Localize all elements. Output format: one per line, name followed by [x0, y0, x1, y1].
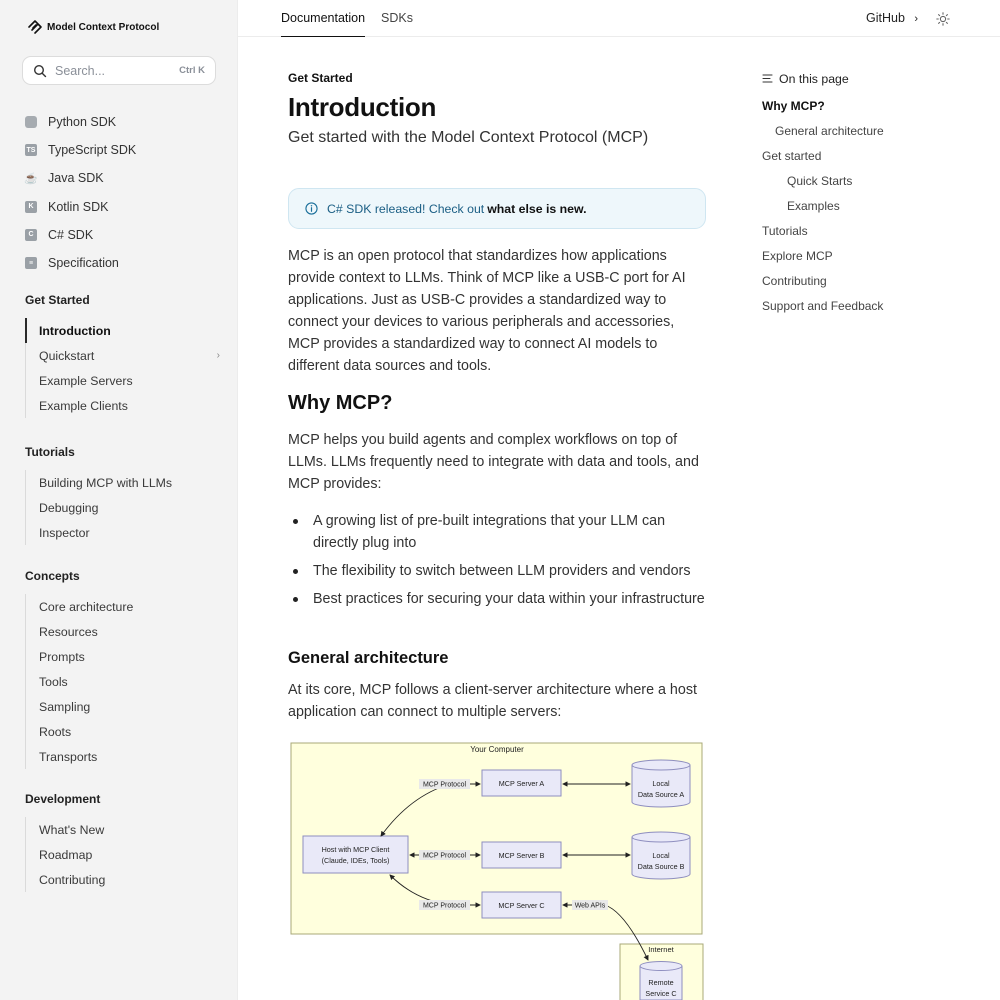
server-b-label: MCP Server B [498, 851, 545, 860]
protocol-label-a: MCP Protocol [422, 781, 467, 789]
toc-item-why-mcp[interactable]: Why MCP? [762, 99, 825, 113]
benefits-list [288, 510, 708, 616]
section-heading-why-mcp: Why MCP? [288, 392, 393, 414]
csharp-icon: C [25, 229, 37, 241]
nav-group-concepts [25, 569, 220, 769]
typescript-icon: TS [25, 144, 37, 156]
mcp-logo-icon [27, 19, 43, 35]
toc-item-quick-starts[interactable]: Quick Starts [787, 174, 853, 188]
nav-item-contributing[interactable]: Contributing [39, 872, 106, 887]
nav-item-example-servers[interactable]: Example Servers [39, 373, 133, 388]
nav-group-title: Concepts [25, 569, 80, 583]
protocol-label-b: MCP Protocol [422, 852, 467, 860]
toc-item-support-feedback[interactable]: Support and Feedback [762, 299, 884, 313]
nav-item-prompts[interactable]: Prompts [39, 649, 85, 664]
document-icon: ≡ [25, 257, 37, 269]
svg-text:Data Source B: Data Source B [637, 862, 685, 871]
toc-item-examples[interactable]: Examples [787, 199, 840, 213]
nav-item-roadmap[interactable]: Roadmap [39, 847, 93, 862]
server-a-label: MCP Server A [498, 779, 545, 788]
nav-item-core-architecture[interactable]: Core architecture [39, 599, 134, 614]
python-icon [25, 116, 37, 128]
list-item: Best practices for securing your data within your infrastructure [288, 588, 708, 610]
list-icon [762, 73, 773, 84]
intro-paragraph: MCP is an open protocol that standardizes how applications provide context to LLMs. Think of MCP like a USB-C port for AI applications. Just as USB-C provides a standardized way to connect your devices to various peripherals and accessories, MCP provides a standardized way to connect AI models to different data sources and tools. [288, 248, 686, 374]
sdk-list [25, 108, 136, 277]
toc-item-tutorials[interactable]: Tutorials [762, 224, 808, 238]
local-data-source-b [632, 832, 690, 879]
toc-heading: On this page [762, 70, 849, 87]
svg-text:Remote: Remote [648, 978, 674, 987]
nav-group-title: Get Started [25, 293, 90, 307]
nav-item-tools[interactable]: Tools [39, 674, 68, 689]
list-item: The flexibility to switch between LLM providers and vendors [288, 560, 708, 582]
nav-group-title: Development [25, 792, 101, 806]
logo[interactable] [27, 19, 159, 35]
toc-item-contributing[interactable]: Contributing [762, 274, 827, 288]
tab-documentation[interactable]: Documentation [281, 11, 365, 37]
nav-item-sampling[interactable]: Sampling [39, 699, 91, 714]
callout-whats-new-link[interactable]: what else is new. [487, 201, 587, 216]
nav-group-tutorials [25, 445, 220, 545]
logo-text: Model Context Protocol [47, 21, 160, 33]
tab-sdks[interactable]: SDKs [381, 11, 413, 25]
search-shortcut: Ctrl K [179, 65, 205, 76]
svg-text:Local: Local [652, 779, 670, 788]
callout-link[interactable]: C# SDK released! Check out [327, 201, 485, 216]
search-input[interactable] [22, 56, 216, 85]
nav-item-roots[interactable]: Roots [39, 724, 72, 739]
sdk-item-specification[interactable]: ≡ Specification [25, 249, 136, 277]
kotlin-icon: K [25, 201, 37, 213]
table-of-contents [762, 70, 884, 313]
list-item: A growing list of pre-built integrations that your LLM can directly plug into [288, 510, 708, 554]
svg-text:Local: Local [652, 851, 670, 860]
local-data-source-a [632, 760, 690, 807]
toc-item-general-architecture[interactable]: General architecture [775, 124, 884, 138]
nav-item-inspector[interactable]: Inspector [39, 525, 90, 540]
nav-group-title: Tutorials [25, 445, 75, 459]
nav-item-whats-new[interactable]: What's New [39, 822, 105, 837]
toc-item-get-started[interactable]: Get started [762, 149, 822, 163]
sdk-item-csharp[interactable]: C C# SDK [25, 221, 136, 249]
nav-item-introduction[interactable]: Introduction [25, 318, 219, 343]
computer-label: Your Computer [470, 745, 524, 754]
sdk-item-java[interactable]: ☕ Java SDK [24, 171, 104, 186]
nav-group-development [25, 792, 220, 892]
sidebar [0, 0, 238, 1000]
sdk-item-python[interactable]: Python SDK [25, 108, 136, 136]
svg-text:Service C: Service C [645, 989, 677, 998]
host-label-line2: (Claude, IDEs, Tools) [321, 856, 390, 865]
nav-item-debugging[interactable]: Debugging [39, 500, 99, 515]
svg-text:Data Source A: Data Source A [637, 790, 685, 799]
web-apis-label: Web APIs [574, 902, 606, 910]
info-icon [305, 202, 318, 215]
top-navbar [238, 0, 1000, 37]
search-placeholder: Search... [55, 63, 106, 78]
sdk-item-kotlin[interactable]: K Kotlin SDK [25, 193, 136, 221]
java-icon: ☕ [24, 172, 38, 185]
github-link[interactable]: GitHub › [866, 11, 919, 25]
sdk-item-typescript[interactable]: TS TypeScript SDK [26, 143, 137, 158]
nav-item-building-mcp[interactable]: Building MCP with LLMs [39, 475, 173, 490]
protocol-label-c: MCP Protocol [422, 902, 467, 910]
architecture-paragraph: At its core, MCP follows a client-server architecture where a host application can connect to multiple servers: [288, 682, 697, 720]
why-paragraph: MCP helps you build agents and complex workflows on top of LLMs. LLMs frequently need to integrate with data and tools, and MCP provides: [288, 432, 699, 492]
nav-item-transports[interactable]: Transports [39, 749, 98, 764]
host-label-line1: Host with MCP Client [321, 845, 390, 854]
section-heading-general-architecture: General architecture [288, 649, 449, 667]
nav-item-example-clients[interactable]: Example Clients [39, 398, 128, 413]
chevron-right-icon: › [914, 13, 919, 25]
internet-label: Internet [648, 945, 674, 954]
page-subtitle: Get started with the Model Context Protocol (MCP) [288, 129, 649, 146]
page-title: Introduction [288, 92, 437, 122]
info-callout [288, 188, 706, 229]
architecture-diagram [290, 742, 704, 1000]
nav-item-quickstart[interactable]: Quickstart › [39, 348, 220, 363]
nav-item-resources[interactable]: Resources [39, 624, 98, 639]
server-c-label: MCP Server C [498, 901, 545, 910]
chevron-right-icon: › [216, 350, 220, 361]
page-eyebrow: Get Started [288, 71, 353, 85]
toc-item-explore-mcp[interactable]: Explore MCP [762, 249, 833, 263]
search-icon [33, 64, 47, 78]
remote-service-c [640, 962, 682, 1000]
host-node [303, 836, 408, 873]
sun-icon[interactable] [936, 12, 950, 26]
nav-group-get-started [25, 293, 220, 418]
